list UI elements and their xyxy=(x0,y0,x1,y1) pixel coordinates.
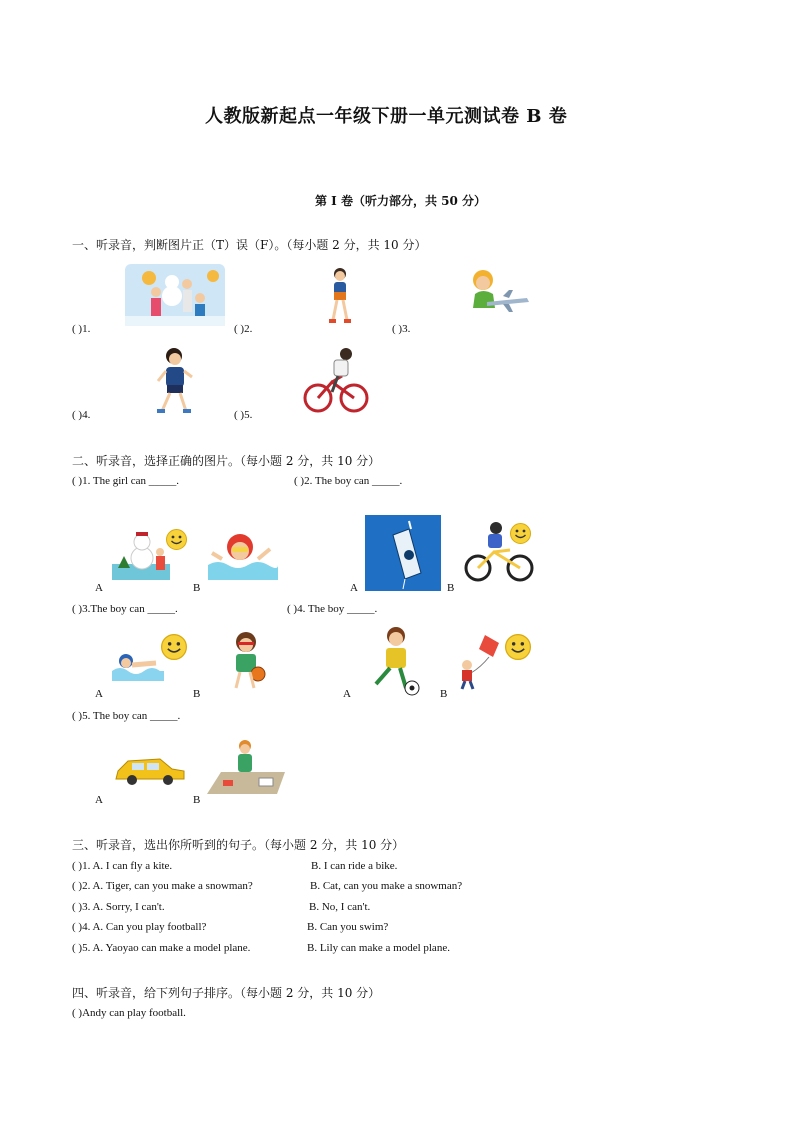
s2-question-1: ( )1. The girl can _____. xyxy=(72,475,180,487)
option-b-label: B xyxy=(447,582,455,594)
s3-item-2-a: ( )2. A. Tiger, can you make a snowman? xyxy=(72,880,253,892)
section-2-heading: 二、听录音，选择正确的图片。（每小题 2 分，共 10 分） xyxy=(72,454,381,468)
boy-running-icon xyxy=(156,347,194,417)
s3-item-2-b: B. Cat, can you make a snowman? xyxy=(310,880,463,892)
boy-swimming-icon xyxy=(112,647,164,681)
s2-question-4: ( )4. The boy _____. xyxy=(287,603,378,615)
option-b-label: B xyxy=(193,582,201,594)
boy-kite-icon xyxy=(455,633,505,691)
smiley-icon xyxy=(161,634,187,660)
option-a-label: A xyxy=(350,582,358,594)
section-3-heading: 三、听录音，选出你所听到的句子。（每小题 2 分，共 10 分） xyxy=(72,838,405,852)
s3-item-3-b: B. No, I can't. xyxy=(309,901,371,913)
s1-item-4: ( )4. xyxy=(72,409,91,421)
boy-with-plane-icon xyxy=(465,268,531,318)
option-a-label: A xyxy=(95,582,103,594)
s3-item-4-a: ( )4. A. Can you play football? xyxy=(72,921,207,933)
part-heading: 第 I 卷（听力部分，共 50 分） xyxy=(315,194,487,208)
option-b-label: B xyxy=(193,688,201,700)
option-b-label: B xyxy=(193,794,201,806)
s2-question-3: ( )3.The boy can _____. xyxy=(72,603,178,615)
option-a-label: A xyxy=(343,688,351,700)
smiley-icon xyxy=(505,634,531,660)
snowman-kids-icon xyxy=(112,528,170,580)
smiley-icon xyxy=(166,529,187,550)
section-4-heading: 四、听录音，给下列句子排序。（每小题 2 分，共 10 分） xyxy=(72,986,381,1000)
boy-walking-icon xyxy=(326,266,354,326)
s2-question-5: ( )5. The boy can _____. xyxy=(72,710,181,722)
toy-boat-icon xyxy=(365,515,441,591)
s1-item-5: ( )5. xyxy=(234,409,253,421)
section-1-heading: 一、听录音，判断图片正（T）误（F）。（每小题 2 分，共 10 分） xyxy=(72,238,427,252)
s1-item-1: ( )1. xyxy=(72,323,91,335)
page-title: 人教版新起点一年级下册一单元测试卷 B 卷 xyxy=(205,106,568,127)
girl-swimming-icon xyxy=(208,525,278,580)
s3-item-1-a: ( )1. A. I can fly a kite. xyxy=(72,860,173,872)
s1-item-3: ( )3. xyxy=(392,323,411,335)
s2-question-2: ( )2. The boy can _____. xyxy=(294,475,403,487)
s3-item-4-b: B. Can you swim? xyxy=(307,921,389,933)
s3-item-3-a: ( )3. A. Sorry, I can't. xyxy=(72,901,165,913)
smiley-icon xyxy=(510,523,531,544)
s3-item-5-a: ( )5. A. Yaoyao can make a model plane. xyxy=(72,942,251,954)
s3-item-1-b: B. I can ride a bike. xyxy=(311,860,398,872)
boy-basketball-icon xyxy=(222,630,270,692)
option-b-label: B xyxy=(440,688,448,700)
toy-car-icon xyxy=(114,753,186,785)
s1-item-2: ( )2. xyxy=(234,323,253,335)
s4-item-1: ( )Andy can play football. xyxy=(72,1007,186,1019)
boy-drawing-icon xyxy=(207,738,285,794)
option-a-label: A xyxy=(95,794,103,806)
man-cycling-icon xyxy=(302,346,370,416)
boy-football-icon xyxy=(370,626,422,696)
option-a-label: A xyxy=(95,688,103,700)
snow-scene-icon xyxy=(125,264,225,326)
s3-item-5-b: B. Lily can make a model plane. xyxy=(307,942,450,954)
